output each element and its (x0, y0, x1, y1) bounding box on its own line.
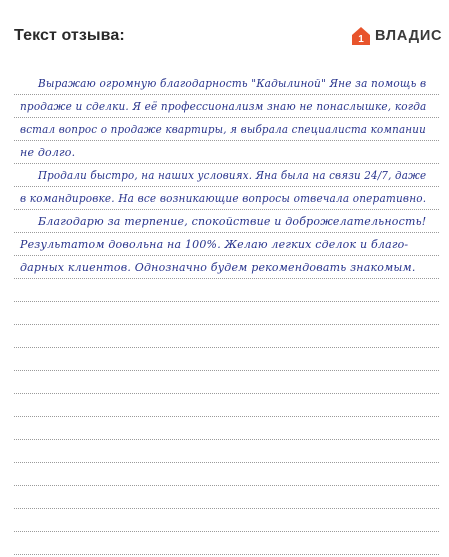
review-heading: Текст отзыва: (14, 27, 125, 44)
ruled-line (14, 370, 439, 371)
review-text-line: Выражаю огромную благодарность "Кадылиной" Яне за помощь в (38, 77, 427, 90)
ruled-line (14, 163, 439, 164)
house-logo-icon (351, 26, 371, 46)
ruled-line (14, 439, 439, 440)
ruled-line (14, 117, 439, 118)
ruled-line (14, 278, 439, 279)
review-text-line: дарных клиентов. Однозначно будем рекомендовать знакомым. (20, 261, 416, 274)
ruled-line (14, 94, 439, 95)
review-text-line: Результатом довольна на 100%. Желаю легких сделок и благо- (20, 238, 409, 251)
review-text-line: продаже и сделки. Я её профессионализм знаю не понаслышке, когда (20, 100, 427, 113)
ruled-line (14, 462, 439, 463)
logo-badge-number: 1 (358, 34, 364, 45)
ruled-line (14, 554, 439, 555)
ruled-line (14, 347, 439, 348)
ruled-line (14, 140, 439, 141)
ruled-line (14, 416, 439, 417)
review-text-line: Продали быстро, на наших условиях. Яна была на связи 24/7, даже (38, 169, 427, 182)
ruled-line (14, 209, 439, 210)
review-text-line: не долго. (20, 146, 76, 159)
vladis-logo (351, 26, 442, 46)
ruled-line (14, 232, 439, 233)
ruled-line (14, 186, 439, 187)
review-text-line: встал вопрос о продаже квартиры, я выбрала специалиста компании (20, 123, 426, 136)
ruled-line (14, 301, 439, 302)
ruled-line (14, 485, 439, 486)
ruled-line (14, 393, 439, 394)
review-text-line: в командировке. На все возникающие вопросы отвечала оперативно. (20, 192, 427, 205)
review-text-line: Благодарю за терпение, спокойствие и доброжелательность! (38, 215, 427, 228)
logo-text: ВЛАДИС (375, 28, 443, 44)
ruled-line (14, 531, 439, 532)
ruled-line (14, 255, 439, 256)
ruled-line (14, 508, 439, 509)
ruled-line (14, 324, 439, 325)
review-sheet (14, 70, 439, 557)
